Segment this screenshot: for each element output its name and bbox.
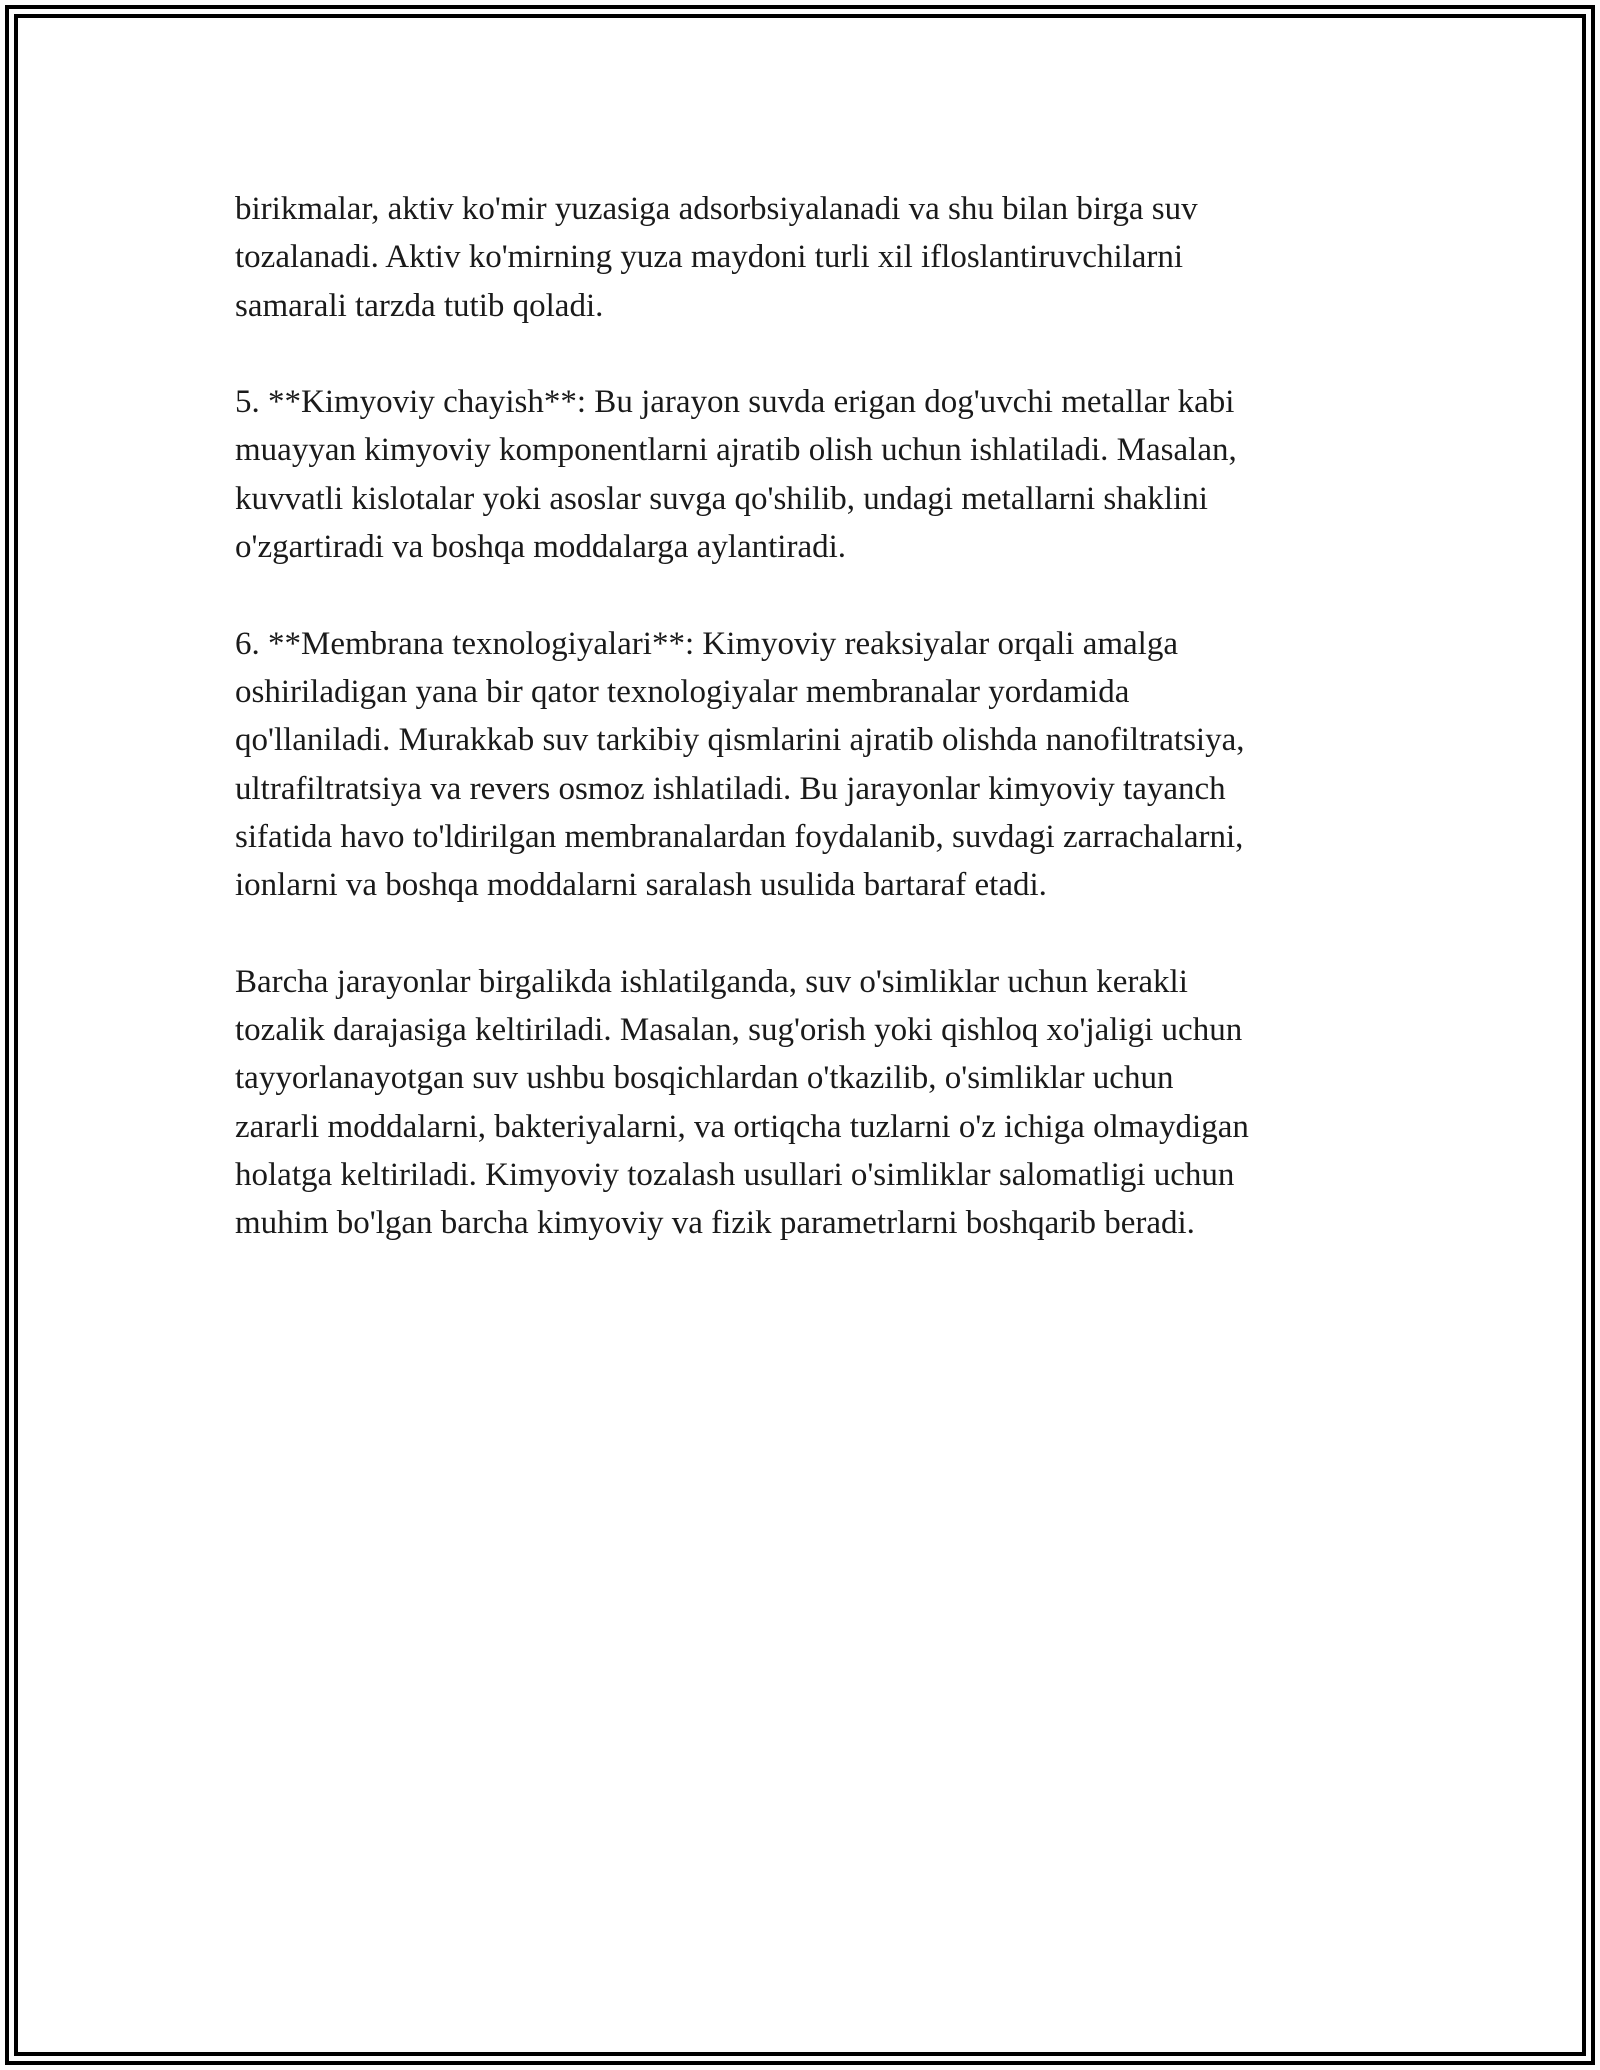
paragraph-conclusion: Barcha jarayonlar birgalikda ishlatilganda, suv o'simliklar uchun kerakli tozalik darajasiga keltiriladi. Masalan, sug'orish yoki qishloq xo'jaligi uchun tayyorlanayotgan suv ushbu bosqichlardan o'tkazilib, o'simliklar uchun zararli moddalarni, bakteriyalarni, va ortiqcha tuzlarni o'z ichiga olmaydigan holatga keltiriladi. Kimyoviy tozalash usullari o'simliklar salomatligi uchun muhim bo'lgan barcha kimyoviy va fizik parametrlarni boshqarib beradi. xyxy=(235,963,1249,1242)
paragraph-chemical-leaching: 5. **Kimyoviy chayish**: Bu jarayon suvda erigan dog'uvchi metallar kabi muayyan kimyoviy komponentlarni ajratib olish uchun ishlatiladi. Masalan, kuvvatli kislotalar yoki asoslar suvga qo'shilib, undagi metallarni shaklini o'zgartiradi va boshqa moddalarga aylantiradi. xyxy=(235,384,1237,566)
document-body xyxy=(235,185,1365,1296)
paragraph-activated-carbon: birikmalar, aktiv ko'mir yuzasiga adsorbsiyalanadi va shu bilan birga suv tozalanadi. Aktiv ko'mirning yuza maydoni turli xil ifloslantiruvchilarni samarali tarzda tutib qoladi. xyxy=(235,191,1198,324)
paragraph-membrane-technologies: 6. **Membrana texnologiyalari**: Kimyoviy reaksiyalar orqali amalga oshiriladigan yana bir qator texnologiyalar membranalar yordamida qo'llaniladi. Murakkab suv tarkibiy qismlarini ajratib olishda nanofiltratsiya, ultrafiltratsiya va revers osmoz ishlatiladi. Bu jarayonlar kimyoviy tayanch sifatida havo to'ldirilgan membranalardan foydalanib, suvdagi zarrachalarni, ionlarni va boshqa moddalarni saralash usulida bartaraf etadi. xyxy=(235,625,1245,904)
